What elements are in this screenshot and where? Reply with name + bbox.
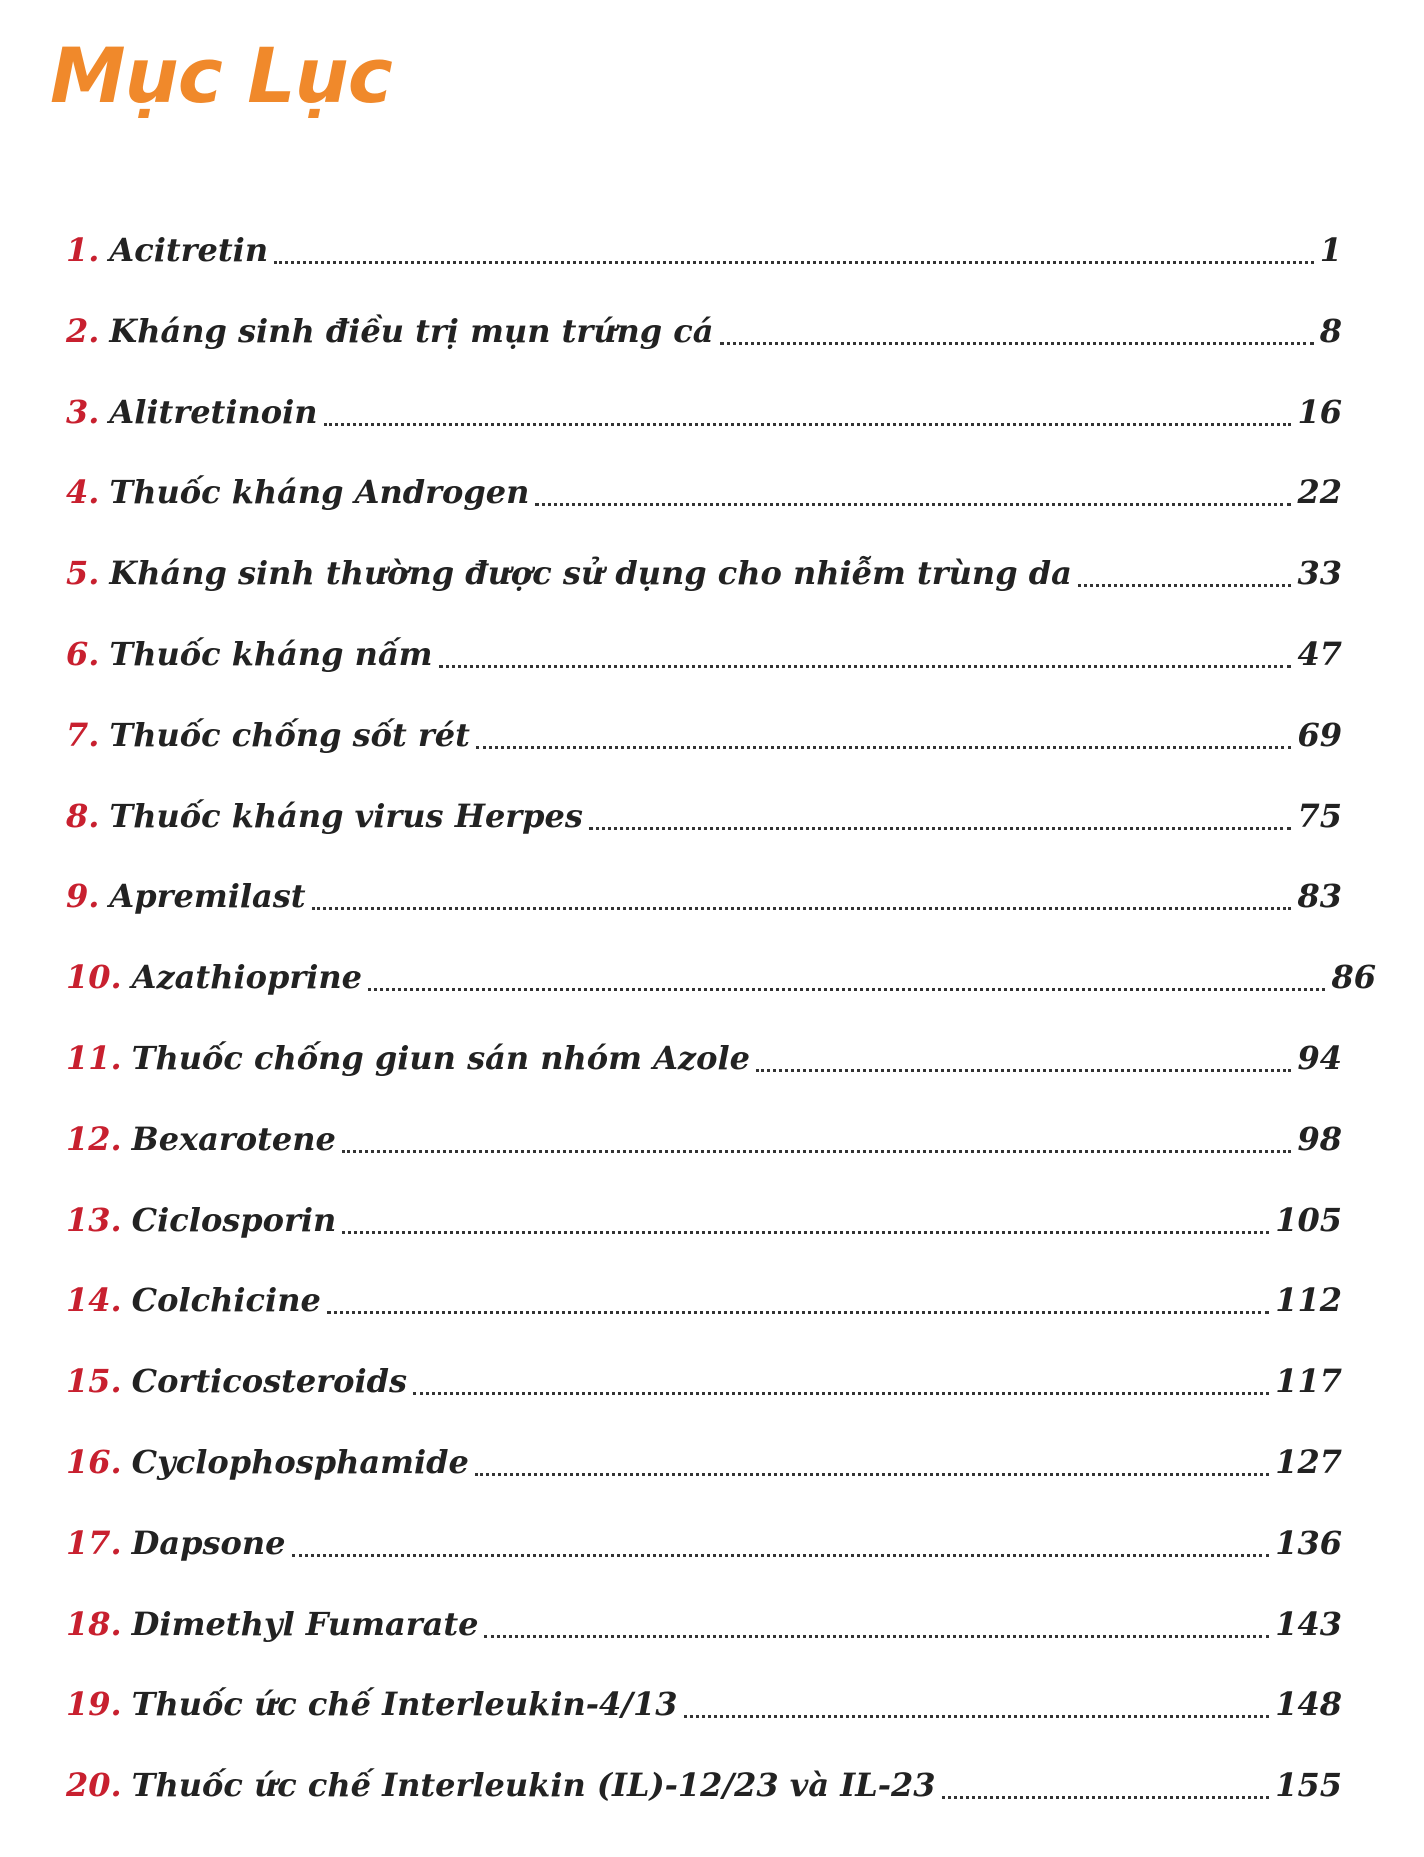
toc-entry-number: 2. — [66, 311, 100, 350]
toc-entry-title: Kháng sinh điều trị mụn trứng cá — [109, 311, 714, 350]
toc-dot-leader — [342, 1114, 1292, 1153]
toc-entry-page: 112 — [1275, 1281, 1342, 1320]
toc-entry-title: Kháng sinh thường được sử dụng cho nhiễm trùng da — [109, 554, 1072, 593]
toc-entry-title: Dapsone — [131, 1523, 286, 1562]
toc-dot-leader — [756, 1033, 1292, 1072]
toc-entry[interactable] — [66, 1518, 1342, 1599]
toc-entry-page: 69 — [1297, 715, 1342, 754]
toc-entry-title: Thuốc kháng nấm — [109, 634, 433, 673]
toc-entry[interactable] — [66, 225, 1342, 306]
toc-entry-title: Colchicine — [131, 1281, 321, 1320]
toc-dot-leader — [274, 225, 1314, 264]
toc-entry-number: 12. — [66, 1119, 122, 1158]
toc-entry-number: 19. — [66, 1685, 122, 1724]
toc-entry-page: 136 — [1275, 1523, 1342, 1562]
toc-dot-leader — [720, 306, 1314, 345]
toc-entry-page: 86 — [1331, 958, 1376, 997]
toc-entry-page: 22 — [1297, 473, 1342, 512]
toc-dot-leader — [439, 629, 1292, 668]
toc-entry[interactable] — [66, 1679, 1342, 1760]
toc-entry[interactable] — [66, 629, 1342, 710]
toc-entry-number: 3. — [66, 392, 100, 431]
page-title: Mục Lục — [50, 31, 392, 120]
toc-dot-leader — [327, 1275, 1269, 1314]
toc-entry[interactable] — [66, 1114, 1342, 1195]
toc-entry-page: 105 — [1275, 1200, 1342, 1239]
toc-entry-title: Azathioprine — [131, 958, 362, 997]
toc-entry[interactable] — [66, 1195, 1342, 1276]
toc-dot-leader — [589, 791, 1292, 830]
table-of-contents — [66, 225, 1376, 1841]
toc-entry-number: 20. — [66, 1766, 122, 1805]
toc-dot-leader — [942, 1760, 1270, 1799]
toc-entry-page: 143 — [1275, 1604, 1342, 1643]
toc-dot-leader — [312, 871, 1292, 910]
toc-entry-number: 15. — [66, 1362, 122, 1401]
toc-dot-leader — [476, 710, 1292, 749]
toc-dot-leader — [484, 1599, 1269, 1638]
toc-dot-leader — [535, 467, 1291, 506]
toc-entry-page: 1 — [1319, 231, 1342, 269]
toc-dot-leader — [1078, 548, 1292, 587]
toc-entry[interactable] — [66, 1760, 1342, 1841]
toc-entry-title: Thuốc ức chế Interleukin (IL)-12/23 và IL-23 — [131, 1766, 936, 1805]
toc-entry-page: 33 — [1297, 554, 1342, 593]
toc-entry-number: 10. — [66, 958, 122, 997]
toc-entry[interactable] — [66, 387, 1342, 468]
toc-entry-title: Alitretinoin — [109, 392, 318, 431]
toc-entry-number: 6. — [66, 634, 100, 673]
toc-dot-leader — [342, 1195, 1269, 1234]
toc-entry-title: Thuốc kháng virus Herpes — [109, 796, 583, 835]
toc-entry-page: 127 — [1275, 1442, 1342, 1481]
toc-entry-title: Bexarotene — [131, 1119, 336, 1158]
toc-entry-page: 75 — [1297, 796, 1342, 835]
toc-entry-page: 83 — [1297, 877, 1342, 916]
toc-entry-number: 1. — [66, 231, 100, 269]
toc-entry-title: Cyclophosphamide — [131, 1442, 469, 1481]
toc-entry-page: 148 — [1275, 1685, 1342, 1724]
toc-entry-number: 8. — [66, 796, 100, 835]
toc-entry-title: Dimethyl Fumarate — [131, 1604, 479, 1643]
toc-dot-leader — [684, 1679, 1270, 1718]
toc-entry-title: Thuốc ức chế Interleukin-4/13 — [131, 1685, 678, 1724]
toc-entry-title: Thuốc chống giun sán nhóm Azole — [131, 1038, 750, 1077]
toc-entry-page: 155 — [1275, 1766, 1342, 1805]
toc-entry[interactable] — [66, 1599, 1342, 1680]
toc-dot-leader — [368, 952, 1326, 991]
toc-entry[interactable] — [66, 952, 1376, 1033]
toc-entry-number: 9. — [66, 877, 100, 916]
toc-entry-number: 17. — [66, 1523, 122, 1562]
toc-entry[interactable] — [66, 1275, 1342, 1356]
toc-entry-page: 117 — [1275, 1362, 1342, 1401]
toc-dot-leader — [413, 1356, 1269, 1395]
toc-entry-title: Thuốc kháng Androgen — [109, 473, 530, 512]
toc-entry-page: 8 — [1319, 311, 1342, 350]
toc-entry[interactable] — [66, 1033, 1342, 1114]
toc-entry-page: 94 — [1297, 1038, 1342, 1077]
toc-entry-number: 11. — [66, 1038, 122, 1077]
toc-entry-title: Ciclosporin — [131, 1200, 337, 1239]
toc-entry-number: 13. — [66, 1200, 122, 1239]
toc-entry-number: 7. — [66, 715, 100, 754]
toc-entry[interactable] — [66, 548, 1342, 629]
toc-entry[interactable] — [66, 467, 1342, 548]
toc-entry-page: 98 — [1297, 1119, 1342, 1158]
toc-entry-title: Acitretin — [109, 231, 269, 269]
toc-entry[interactable] — [66, 1437, 1342, 1518]
toc-entry-title: Apremilast — [109, 877, 306, 916]
toc-entry-number: 18. — [66, 1604, 122, 1643]
toc-entry[interactable] — [66, 306, 1342, 387]
toc-entry[interactable] — [66, 1356, 1342, 1437]
toc-dot-leader — [324, 387, 1292, 426]
toc-entry-title: Thuốc chống sốt rét — [109, 715, 470, 754]
toc-entry-title: Corticosteroids — [131, 1362, 408, 1401]
toc-entry-number: 16. — [66, 1442, 122, 1481]
toc-entry-number: 4. — [66, 473, 100, 512]
toc-entry-number: 14. — [66, 1281, 122, 1320]
toc-entry-page: 47 — [1297, 634, 1342, 673]
toc-dot-leader — [475, 1437, 1269, 1476]
toc-entry[interactable] — [66, 710, 1342, 791]
toc-entry[interactable] — [66, 871, 1342, 952]
toc-dot-leader — [292, 1518, 1270, 1557]
toc-entry-number: 5. — [66, 554, 100, 593]
toc-entry-page: 16 — [1297, 392, 1342, 431]
toc-entry[interactable] — [66, 791, 1342, 872]
